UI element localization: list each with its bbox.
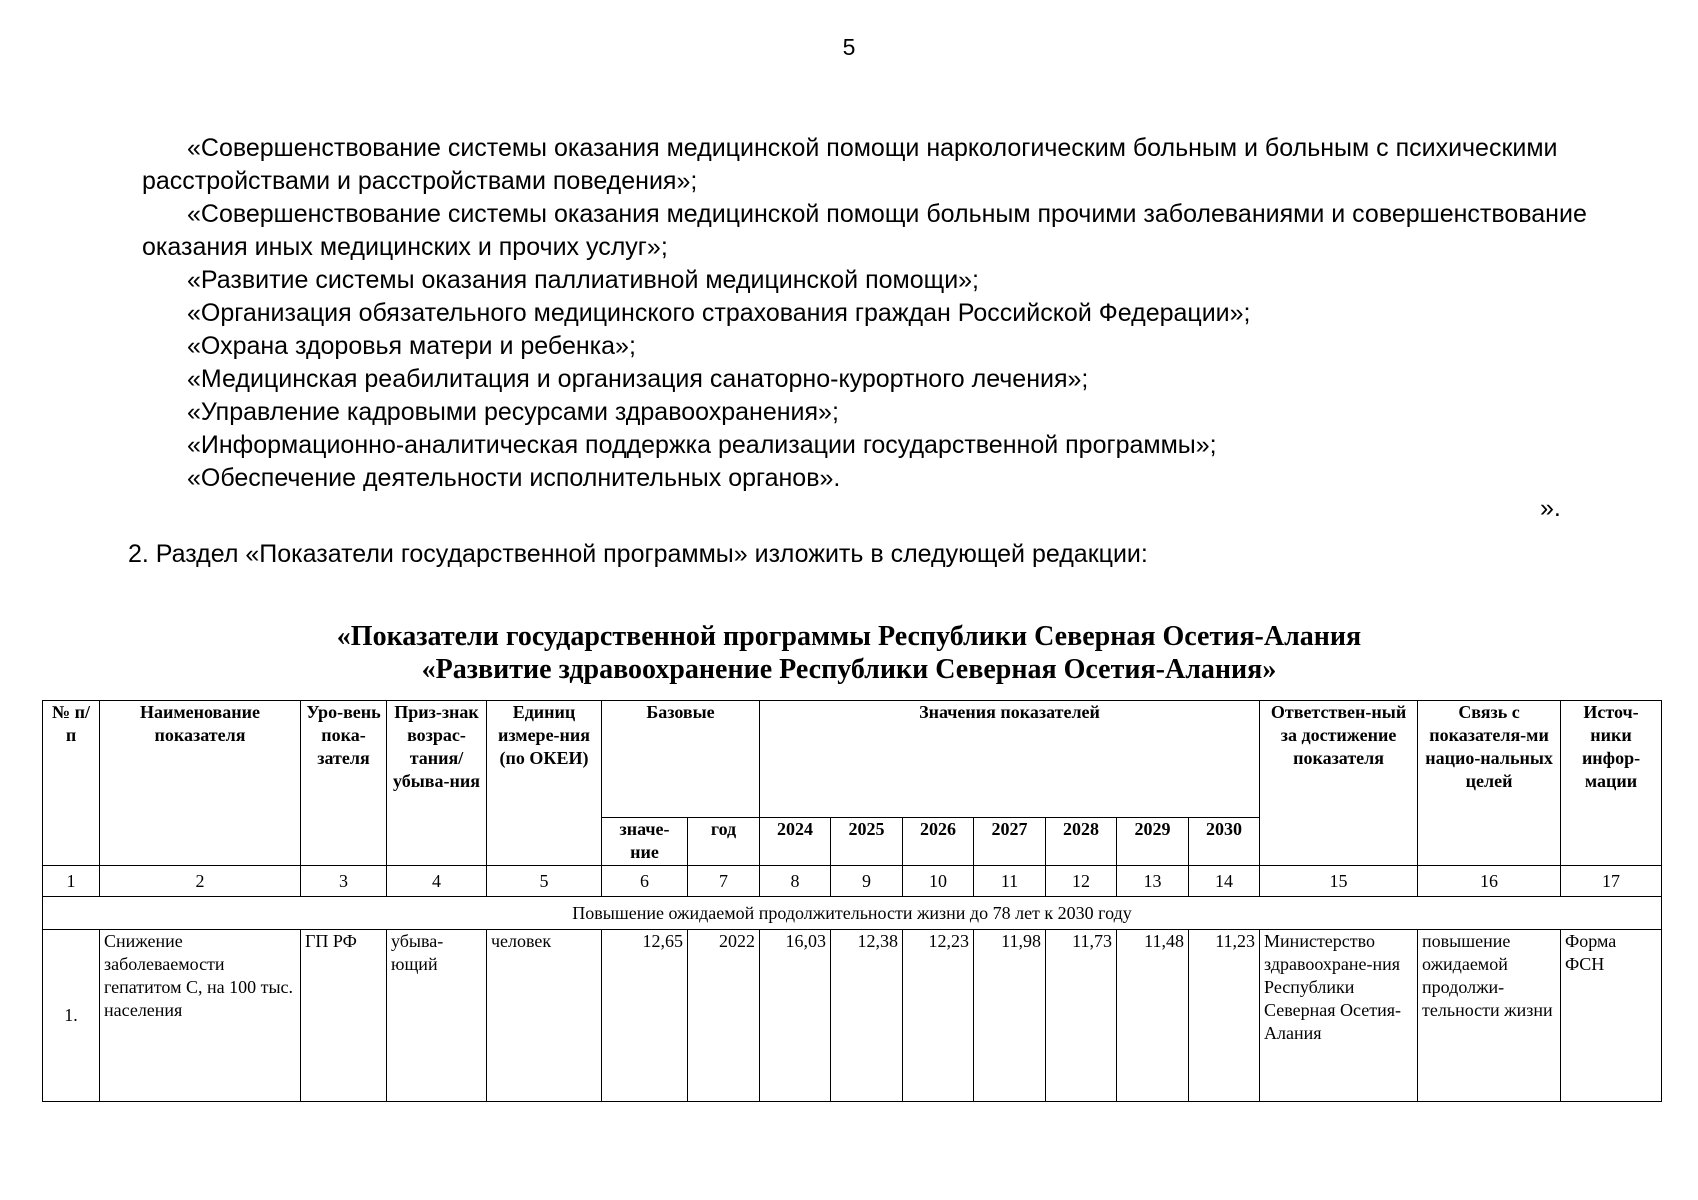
header-source: Источ-ники инфор-мации [1561, 701, 1662, 866]
header-link: Связь с показателя-ми нацио-нальных целей [1418, 701, 1561, 866]
point-2-text: 2. Раздел «Показатели государственной программы» изложить в следующей редакции: [128, 540, 1148, 568]
header-year-2026: 2026 [903, 818, 974, 866]
header-level: Уро-вень пока-зателя [301, 701, 387, 866]
subprogram-item: «Организация обязательного медицинского страхования граждан Российской Федерации»; [187, 299, 1251, 327]
subprogram-item: «Обеспечение деятельности исполнительных органов». [187, 464, 841, 492]
header-responsible: Ответствен-ный за достижение показателя [1260, 701, 1418, 866]
column-number: 5 [487, 866, 602, 897]
header-base-value: значе-ние [602, 818, 688, 866]
subprogram-item: «Информационно-аналитическая поддержка реализации государственной программы»; [187, 431, 1217, 459]
column-number: 17 [1561, 866, 1662, 897]
header-base: Базовые [602, 701, 760, 818]
header-name: Наименование показателя [100, 701, 301, 866]
row-sign: убыва-ющий [387, 930, 487, 1102]
page-number: 5 [842, 34, 856, 60]
row-level: ГП РФ [301, 930, 387, 1102]
column-number: 9 [831, 866, 903, 897]
column-number: 16 [1418, 866, 1561, 897]
column-number: 14 [1189, 866, 1260, 897]
row-value-2027: 11,98 [974, 930, 1046, 1102]
header-year-2029: 2029 [1117, 818, 1189, 866]
row-value-2030: 11,23 [1189, 930, 1260, 1102]
header-base-year: год [688, 818, 760, 866]
header-unit: Единиц измере-ния (по ОКЕИ) [487, 701, 602, 866]
section-row [43, 897, 1662, 930]
row-value-2028: 11,73 [1046, 930, 1117, 1102]
row-link: повышение ожидаемой продолжи-тельности жизни [1418, 930, 1561, 1102]
row-unit: человек [487, 930, 602, 1102]
table-title [0, 620, 1698, 686]
row-value-2026: 12,23 [903, 930, 974, 1102]
column-number: 11 [974, 866, 1046, 897]
column-number: 4 [387, 866, 487, 897]
subprogram-item: «Медицинская реабилитация и организация санаторно-курортного лечения»; [187, 365, 1089, 393]
column-number: 10 [903, 866, 974, 897]
table-title-line-1: «Показатели государственной программы Республики Северная Осетия-Алания [336, 621, 1362, 652]
header-year-2028: 2028 [1046, 818, 1117, 866]
section-title: Повышение ожидаемой продолжительности жизни до 78 лет к 2030 году [43, 897, 1662, 930]
column-numbers-row [43, 866, 1662, 897]
row-value-2029: 11,48 [1117, 930, 1189, 1102]
subprogram-item: «Управление кадровыми ресурсами здравоохранения»; [187, 398, 839, 426]
table-title-line-2: «Развитие здравоохранение Республики Северная Осетия-Алания» [421, 654, 1277, 685]
subprogram-item: «Охрана здоровья матери и ребенка»; [187, 332, 636, 360]
closing-quote: ». [1540, 494, 1561, 522]
row-value-2024: 16,03 [760, 930, 831, 1102]
header-year-2027: 2027 [974, 818, 1046, 866]
header-num: № п/п [43, 701, 100, 866]
row-base-year: 2022 [688, 930, 760, 1102]
header-sign: Приз-знак возрас-тания/ убыва-ния [387, 701, 487, 866]
header-year-2025: 2025 [831, 818, 903, 866]
header-values: Значения показателей [760, 701, 1260, 818]
row-base-value: 12,65 [602, 930, 688, 1102]
column-number: 12 [1046, 866, 1117, 897]
table-row [43, 930, 1662, 1102]
subprogram-item: «Совершенствование системы оказания медицинской помощи наркологическим больным и больным с психическими расстройствами и расстройствами поведения»; [142, 134, 1558, 195]
row-name: Снижение заболеваемости гепатитом С, на 100 тыс. населения [100, 930, 301, 1102]
column-number: 7 [688, 866, 760, 897]
column-number: 1 [43, 866, 100, 897]
row-value-2025: 12,38 [831, 930, 903, 1102]
column-number: 3 [301, 866, 387, 897]
column-number: 8 [760, 866, 831, 897]
row-num: 1. [43, 930, 100, 1102]
column-number: 13 [1117, 866, 1189, 897]
header-year-2024: 2024 [760, 818, 831, 866]
header-year-2030: 2030 [1189, 818, 1260, 866]
subprogram-list [142, 132, 1642, 495]
row-source: Форма ФСН [1561, 930, 1662, 1102]
indicators-table [42, 700, 1662, 1102]
column-number: 6 [602, 866, 688, 897]
column-number: 15 [1260, 866, 1418, 897]
column-number: 2 [100, 866, 301, 897]
subprogram-item: «Совершенствование системы оказания медицинской помощи больным прочими заболеваниями и совершенствование оказания иных медицинских и прочих услуг»; [142, 200, 1587, 261]
row-responsible: Министерство здравоохране-ния Республики Северная Осетия-Алания [1260, 930, 1418, 1102]
subprogram-item: «Развитие системы оказания паллиативной медицинской помощи»; [187, 266, 980, 294]
